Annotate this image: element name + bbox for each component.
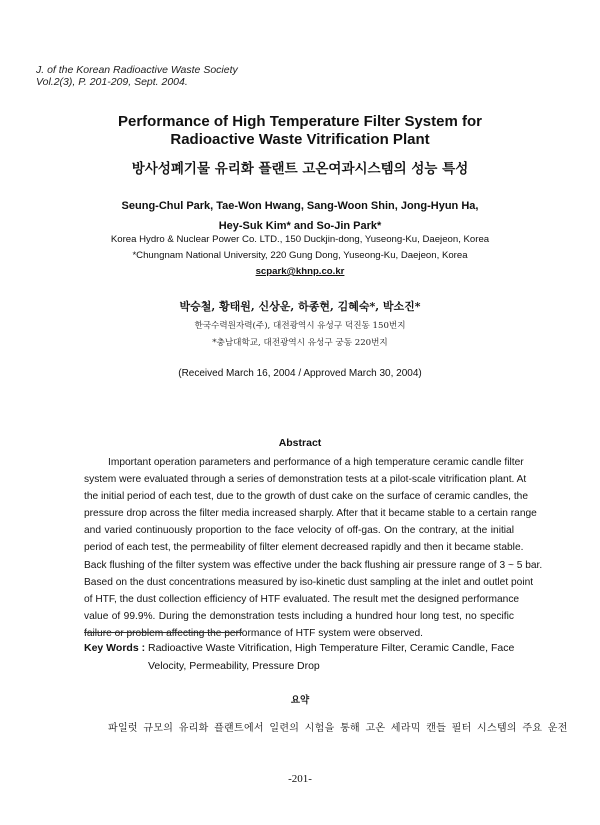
journal-volume: Vol.2(3), P. 201-209, Sept. 2004. — [36, 76, 188, 88]
korean-abstract-heading: 요약 — [290, 695, 310, 706]
korean-author-list: 박승철, 황태원, 신상운, 하종현, 김혜숙*, 박소진* — [179, 300, 421, 313]
received-dates: (Received March 16, 2004 / Approved March 30, 2004) — [178, 368, 422, 379]
journal-name: J. of the Korean Radioactive Waste Society — [36, 64, 238, 76]
keywords-line-2: Velocity, Permeability, Pressure Drop — [148, 660, 320, 672]
affiliation-2: *Chungnam National University, 220 Gung Dong, Yuseong-Ku, Daejeon, Korea — [132, 250, 468, 261]
author-line-2: Hey-Suk Kim* and So-Jin Park* — [218, 220, 382, 232]
abstract-line: and varied continuously proportion to the face velocity of off-gas. On the contrary, at the initial — [84, 525, 514, 537]
author-list — [0, 196, 600, 236]
korean-title: 방사성폐기물 유리화 플랜트 고온여과시스템의 성능 특성 — [131, 161, 469, 177]
keywords-label: Key Words : — [84, 642, 146, 654]
abstract-line: value of 99.9%. During the demonstration tests including a hundred hour long test, no specific — [84, 610, 514, 622]
abstract-line: Important operation parameters and performance of a high temperature ceramic candle filter — [108, 457, 524, 468]
abstract-line: pressure drop across the filter media increased sharply. After that it became stable to a certain range — [84, 508, 537, 520]
korean-abstract-line: 파일럿 규모의 유리화 플랜트에서 일련의 시험을 통해 고온 세라믹 캔들 필터 시스템의 주요 운전 — [108, 723, 568, 734]
abstract-line: system were evaluated through a series of demonstration tests at a pilot-scale vitrification plant. At — [84, 474, 527, 486]
page-number: -201- — [288, 773, 312, 785]
paper-title-line-2: Radioactive Waste Vitrification Plant — [170, 131, 430, 148]
author-email[interactable] — [0, 266, 600, 277]
keywords-line-1: Radioactive Waste Vitrification, High Temperature Filter, Ceramic Candle, Face — [148, 642, 515, 654]
abstract-body — [84, 454, 543, 642]
abstract-line: of HTF, the dust collection efficiency of HTF evaluated. The result met the designed performance — [84, 593, 520, 605]
email-link[interactable]: scpark@khnp.co.kr — [255, 266, 345, 277]
korean-affiliation-2: *충남대학교, 대전광역시 유성구 궁동 220번지 — [212, 338, 388, 348]
abstract-line: the initial period of each test, due to the growth of dust cake on the surface of ceramic candles, the — [84, 491, 528, 503]
keywords-divider — [84, 632, 242, 633]
journal-citation — [36, 64, 238, 88]
abstract-line: Back flushing of the filter system was effective under the back flushing air pressure range of 3 ~ 5 bar. — [84, 559, 543, 571]
paper-title-line-1: Performance of High Temperature Filter System for — [118, 113, 482, 130]
keywords — [84, 639, 524, 675]
abstract-line: Based on the dust concentrations measured by iso-kinetic dust sampling at the inlet and outlet point — [84, 576, 534, 588]
abstract-heading: Abstract — [278, 437, 322, 449]
korean-affiliation-1: 한국수력원자력(주), 대전광역시 유성구 덕진동 150번지 — [194, 321, 406, 331]
affiliation-1: Korea Hydro & Nuclear Power Co. LTD., 150 Duckjin-dong, Yuseong-Ku, Daejeon, Korea — [110, 234, 490, 245]
abstract-line: period of each test, the permeability of filter element decreased rapidly and then it became stable. — [84, 542, 524, 554]
paper-title — [0, 113, 600, 149]
author-line-1: Seung-Chul Park, Tae-Won Hwang, Sang-Woon Shin, Jong-Hyun Ha, — [121, 200, 479, 212]
abstract-line: failure or problem affecting the performance of HTF system were observed. — [84, 627, 423, 639]
